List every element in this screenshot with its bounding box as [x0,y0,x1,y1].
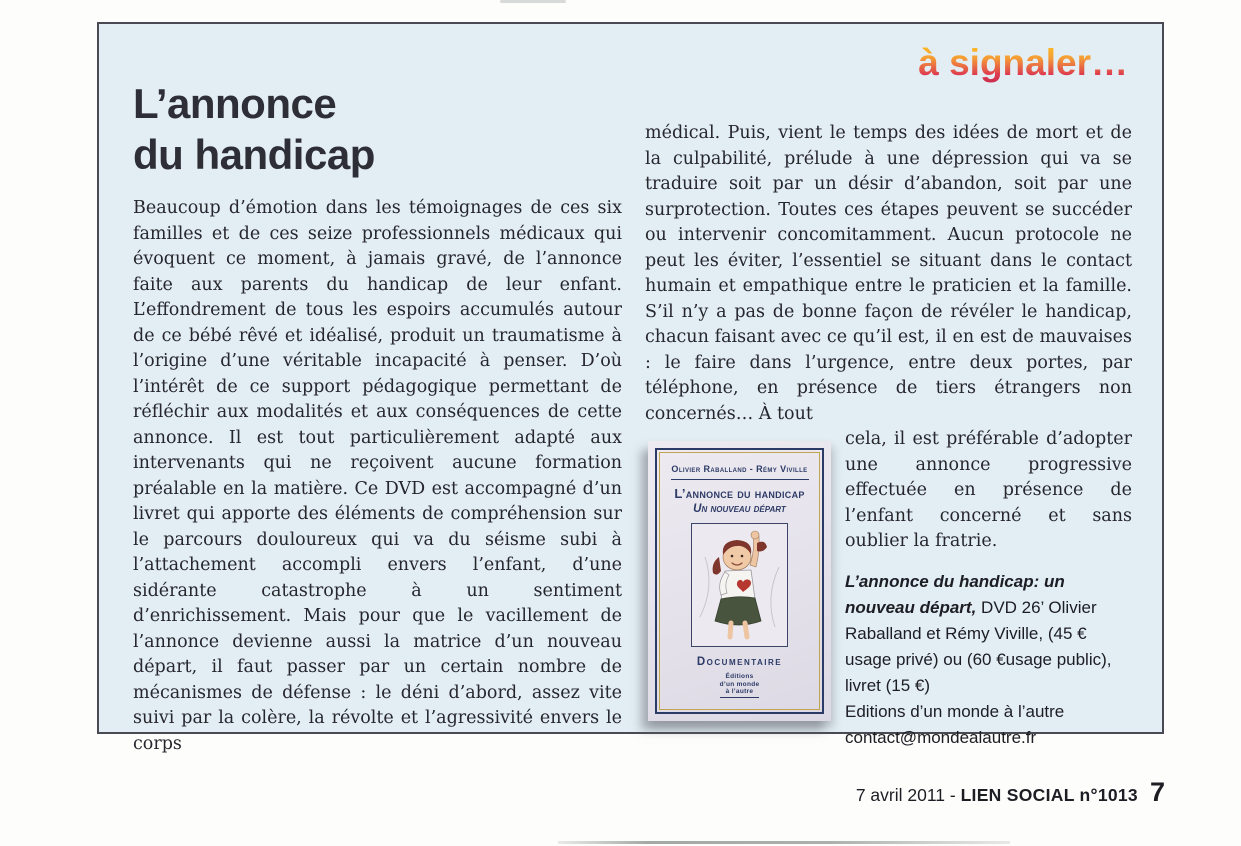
dvd-cover [645,441,845,721]
dvd-authors: Olivier Raballand - Rémy Viville [671,464,808,474]
article-paragraph-right: médical. Puis, vient le temps des idées de mort et de la culpabilité, prélude à une dépression qui va se traduire soit par un désir d’abandon, soit par une surprotection. Toutes ces étapes peuvent se succéder ou intervenir concomitamment. Aucun protocole ne peut les éviter, l’essentiel se situant dans le contact humain et empathique entre le praticien et la famille. S’il n’y a pas de bonne façon de révéler le handicap, chacun faisant avec ce qu’il est, il en est de mauvaises : le faire dans l’urgence, entre deux portes, par téléphone, en présence de tiers étrangers non concernés… À tout [645,123,1132,424]
dvd-publisher-line2: d’un monde [719,680,760,688]
article-title [133,78,375,180]
dvd-genre: Documentaire [696,656,783,668]
article-title-line1: L’annonce [133,80,337,127]
footer-magazine: LIEN SOCIAL n°1013 [960,785,1138,805]
article-paragraph-right-wrap: cela, il est préférable d’adopter une annonce progressive effectuée en présence de l’enfant concerné et sans oublier la fratrie. [845,429,1132,551]
caption-publisher: Editions d’un monde à l’autre [845,701,1065,721]
dvd-publisher-line3: à l’autre [720,688,760,698]
caption-email: contact@mondealautre.fr [845,727,1037,747]
dvd-illustration-frame [691,523,788,647]
dvd-cover-border [655,448,824,714]
dvd-subtitle: Un nouveau départ [693,503,786,515]
section-badge: à signaler… [918,42,1128,83]
scan-artifact-bottom [558,841,1010,844]
dvd-cover-content [659,452,820,710]
dvd-title: L’annonce du handicap [674,486,805,501]
scan-artifact-top [500,0,566,3]
article-column-left [133,196,622,757]
footer-date: 7 avril 2011 - [855,785,961,805]
girl-illustration [695,527,785,643]
dvd-publisher-line1: Éditions [725,673,754,680]
dvd-publisher-logo [720,673,760,698]
dvd-divider [671,479,809,480]
page-footer [856,777,1165,808]
article-title-line2: du handicap [133,131,375,178]
dvd-cover-card [648,441,831,721]
caption-title: L’annonce du handicap: un nouveau départ, [845,571,1065,617]
article-paragraph-left: Beaucoup d’émotion dans les témoignages de ces six familles et de ces seize professionnels médicaux qui évoquent ce moment, à jamais gravé, de l’annonce faite aux parents du handicap de leur enfant. L’effondrement de tous les espoirs accumulés autour de ce bébé rêvé et idéalisé, produit un traumatisme à l’origine d’une véritable incapacité à penser. D’où l’intérêt de ce support pédagogique permettant de réfléchir aux modalités et aux conséquences de cette annonce. Il est tout particulièrement adapté aux intervenants qui ne reçoivent aucune formation préalable en la matière. Ce DVD est accompagné d’un livret qui apporte des éléments de compréhension sur le parcours douloureux qui va du séisme subi à l’attachement accompli envers l’enfant, d’une sidérante catastrophe à un sentiment d’enrichissement. Mais pour que le vacillement de l’annonce devienne aussi la matrice d’un nouveau départ, il faut passer par un certain nombre de mécanismes de défense : le déni d’abord, assez vite suivi par la colère, la révolte et l’agressivité envers le corps [133,198,622,754]
article-column-right [645,121,1132,751]
caption-details: DVD 26’ Olivier Raballand et Rémy Viville, (45 € usage privé) ou (60 €usage public), livret (15 €) [845,597,1112,695]
footer-page-number: 7 [1149,777,1165,807]
